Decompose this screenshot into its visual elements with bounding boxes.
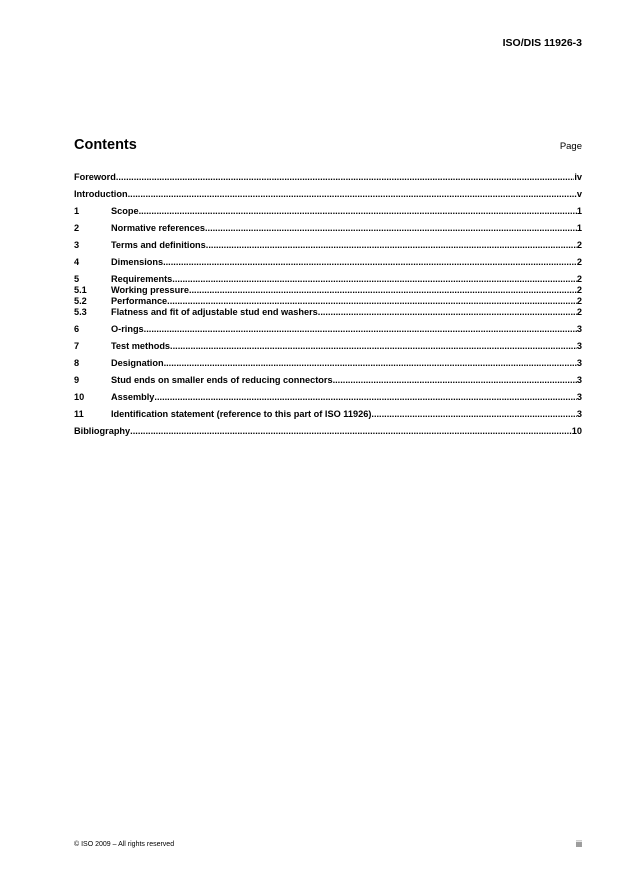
toc-entry-title: Normative references: [111, 223, 205, 233]
toc-entry-stud-ends[interactable]: [74, 375, 582, 386]
toc-entry-title: Terms and definitions: [111, 240, 206, 250]
toc-entry-number: 5: [74, 274, 80, 284]
toc-entry-terms-and-definitions[interactable]: [74, 240, 582, 251]
toc-leader: [167, 296, 577, 307]
toc-entry-normative-references[interactable]: [74, 223, 582, 234]
toc-entry-number: 1: [74, 206, 80, 216]
toc-entry-page: 2: [576, 296, 582, 306]
toc-entry-title: Performance: [111, 296, 168, 306]
toc-entry-number: 4: [74, 257, 80, 267]
toc-entry-page: 2: [576, 307, 582, 317]
toc-leader: [139, 206, 577, 217]
toc-entry-title: O-rings: [111, 324, 144, 334]
toc-entry-number: 5.3: [74, 307, 87, 317]
toc-entry-page: 1: [576, 223, 582, 233]
toc-leader: [163, 257, 577, 268]
toc-entry-page: 3: [576, 341, 582, 351]
toc-leader: [189, 285, 577, 296]
toc-entry-page: 1: [576, 206, 582, 216]
toc-leader: [172, 274, 577, 285]
toc-entry-number: 8: [74, 358, 80, 368]
toc-entry-title: Introduction: [74, 189, 128, 199]
toc-entry-title: Designation: [111, 358, 164, 368]
toc-entry-number: 5.1: [74, 285, 87, 295]
page-column-label: Page: [559, 141, 582, 152]
toc-entry-o-rings[interactable]: [74, 324, 582, 335]
toc-leader: [371, 409, 576, 420]
toc-entry-number: 7: [74, 341, 80, 351]
toc-entry-number: 2: [74, 223, 80, 233]
toc-leader: [206, 240, 577, 251]
toc-leader: [116, 172, 574, 183]
toc-entry-title: Identification statement (reference to this part of ISO 11926): [111, 409, 372, 419]
toc-entry-title: Flatness and fit of adjustable stud end washers: [111, 307, 318, 317]
toc-entry-bibliography[interactable]: [74, 426, 582, 437]
toc-leader: [144, 324, 577, 335]
toc-entry-page: 2: [576, 240, 582, 250]
toc-leader: [318, 307, 577, 318]
toc-entry-dimensions[interactable]: [74, 257, 582, 268]
toc-entry-scope[interactable]: [74, 206, 582, 217]
toc-entry-test-methods[interactable]: [74, 341, 582, 352]
toc-entry-page: iv: [574, 172, 582, 182]
copyright-notice: © ISO 2009 – All rights reserved: [74, 841, 175, 848]
toc-entry-page: v: [576, 189, 582, 199]
page-number: iii: [576, 839, 582, 849]
toc-entry-page: 3: [576, 358, 582, 368]
document-id: ISO/DIS 11926-3: [502, 37, 582, 49]
toc-entry-number: 9: [74, 375, 80, 385]
toc-entry-page: 2: [576, 257, 582, 267]
toc-entry-requirements[interactable]: [74, 274, 582, 285]
contents-heading: Contents: [74, 137, 137, 153]
toc-entry-page: 2: [576, 274, 582, 284]
toc-entry-introduction[interactable]: [74, 189, 582, 200]
toc-entry-number: 6: [74, 324, 80, 334]
toc-entry-flatness-and-fit[interactable]: [74, 307, 582, 318]
toc-entry-title: Foreword: [74, 172, 116, 182]
toc-entry-page: 3: [576, 375, 582, 385]
toc-entry-page: 3: [576, 409, 582, 419]
toc-entry-page: 10: [571, 426, 582, 436]
toc-entry-working-pressure[interactable]: [74, 285, 582, 296]
toc-leader: [164, 358, 577, 369]
toc-leader: [154, 392, 576, 403]
toc-leader: [333, 375, 577, 386]
toc-entry-page: 3: [576, 324, 582, 334]
toc-entry-title: Stud ends on smaller ends of reducing connectors: [111, 375, 333, 385]
table-of-contents: [74, 172, 582, 437]
toc-leader: [205, 223, 577, 234]
toc-entry-number: 11: [74, 409, 84, 419]
toc-leader: [128, 189, 577, 200]
toc-entry-identification-statement[interactable]: [74, 409, 582, 420]
toc-leader: [130, 426, 572, 437]
toc-entry-designation[interactable]: [74, 358, 582, 369]
toc-entry-number: 5.2: [74, 296, 87, 306]
toc-entry-title: Bibliography: [74, 426, 131, 436]
toc-entry-assembly[interactable]: [74, 392, 582, 403]
toc-entry-title: Assembly: [111, 392, 155, 402]
toc-entry-page: 3: [576, 392, 582, 402]
toc-entry-title: Dimensions: [111, 257, 164, 267]
toc-entry-number: 10: [74, 392, 85, 402]
toc-entry-performance[interactable]: [74, 296, 582, 307]
toc-leader: [170, 341, 577, 352]
toc-entry-foreword[interactable]: [74, 172, 582, 183]
toc-entry-title: Requirements: [111, 274, 173, 284]
toc-entry-page: 2: [576, 285, 582, 295]
toc-entry-title: Scope: [111, 206, 139, 216]
toc-entry-number: 3: [74, 240, 80, 250]
toc-entry-title: Working pressure: [111, 285, 189, 295]
toc-entry-title: Test methods: [111, 341, 171, 351]
